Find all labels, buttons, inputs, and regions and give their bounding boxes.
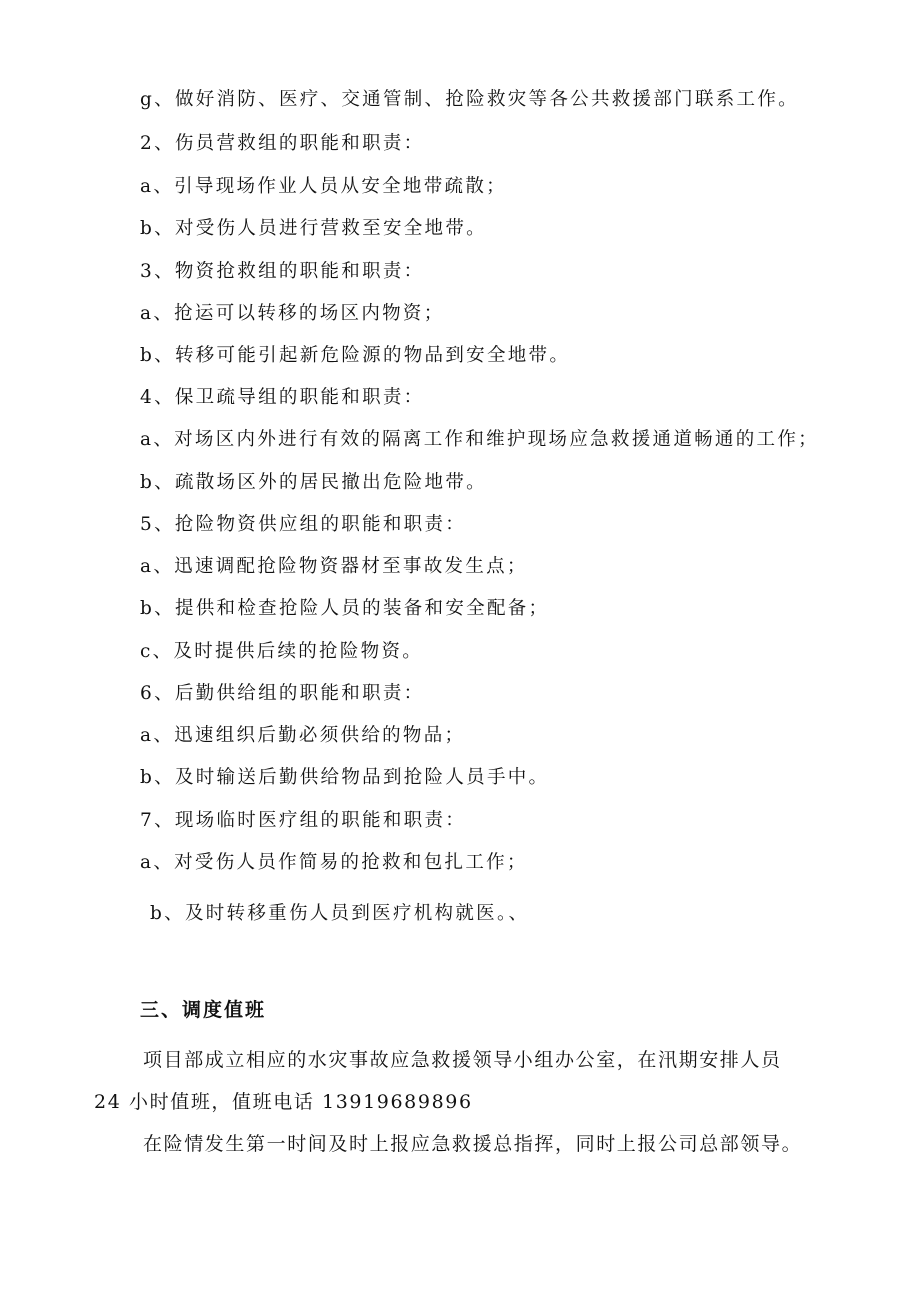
duty-item: a、引导现场作业人员从安全地带疏散； bbox=[140, 176, 507, 197]
duty-item: a、对场区内外进行有效的隔离工作和维护现场应急救援通道畅通的工作； bbox=[140, 429, 819, 450]
duty-item: b、提供和检查抢险人员的装备和安全配备； bbox=[140, 598, 550, 619]
duty-paragraph-line-1: 项目部成立相应的水灾事故应急救援领导小组办公室，在汛期安排人员 bbox=[143, 1049, 782, 1071]
group-heading-6: 6、后勤供给组的职能和职责： bbox=[140, 683, 425, 704]
group-heading-4: 4、保卫疏导组的职能和职责： bbox=[140, 387, 425, 408]
duty-item: b、对受伤人员进行营救至安全地带。 bbox=[140, 218, 487, 239]
duty-item: b、转移可能引起新危险源的物品到安全地带。 bbox=[140, 345, 571, 366]
duty-item-g: g、做好消防、医疗、交通管制、抢险救灾等各公共救援部门联系工作。 bbox=[140, 89, 799, 110]
group-heading-7: 7、现场临时医疗组的职能和职责： bbox=[140, 810, 467, 831]
group-heading-2: 2、伤员营救组的职能和职责： bbox=[140, 133, 425, 154]
group-heading-5: 5、抢险物资供应组的职能和职责： bbox=[140, 514, 467, 535]
duty-paragraph-line-2: 24 小时值班，值班电话 13919689896 bbox=[94, 1091, 473, 1113]
group-heading-3: 3、物资抢救组的职能和职责： bbox=[140, 261, 425, 282]
report-paragraph: 在险情发生第一时间及时上报应急救援总指挥，同时上报公司总部领导。 bbox=[143, 1133, 803, 1155]
duty-item: a、对受伤人员作简易的抢救和包扎工作； bbox=[140, 852, 528, 873]
duty-item: b、疏散场区外的居民撤出危险地带。 bbox=[140, 472, 487, 493]
duty-item: b、及时输送后勤供给物品到抢险人员手中。 bbox=[140, 767, 550, 788]
duty-item: a、抢运可以转移的场区内物资； bbox=[140, 303, 445, 324]
duty-item: c、及时提供后续的抢险物资。 bbox=[140, 641, 424, 662]
section-heading: 三、调度值班 bbox=[140, 999, 267, 1021]
duty-item: a、迅速组织后勤必须供给的物品； bbox=[140, 725, 466, 746]
duty-item: b、及时转移重伤人员到医疗机构就医。、 bbox=[150, 903, 530, 924]
duty-item: a、迅速调配抢险物资器材至事故发生点； bbox=[140, 556, 528, 577]
